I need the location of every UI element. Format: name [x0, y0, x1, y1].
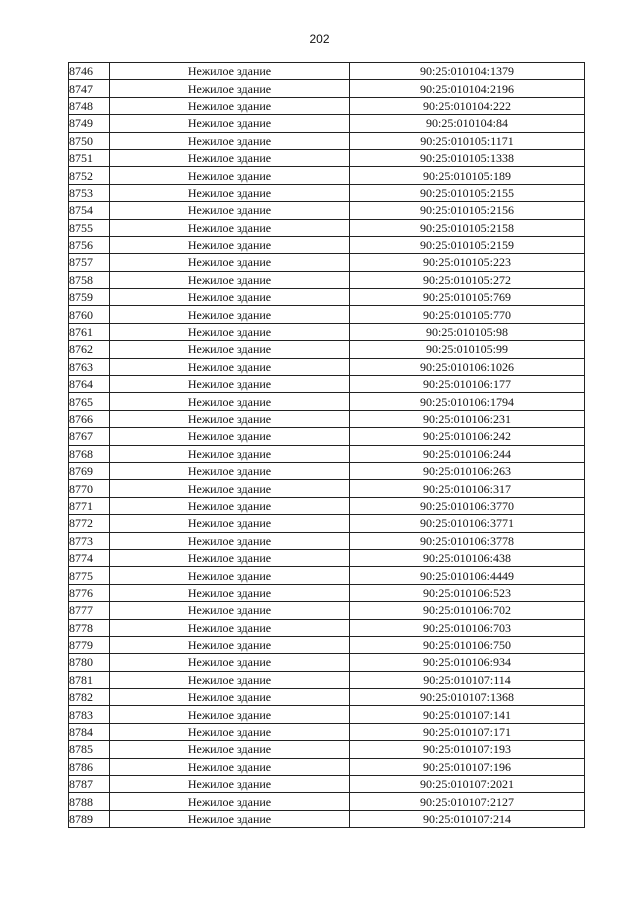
cadastral-number: 90:25:010106:438: [350, 549, 585, 566]
table-row: [69, 567, 585, 584]
cadastral-number: 90:25:010106:523: [350, 584, 585, 601]
table-row: [69, 358, 585, 375]
cadastral-number: 90:25:010105:2158: [350, 219, 585, 236]
object-type: Нежилое здание: [110, 393, 350, 410]
row-number: 8789: [69, 810, 110, 827]
row-number: 8750: [69, 132, 110, 149]
object-type: Нежилое здание: [110, 480, 350, 497]
row-number: 8746: [69, 63, 110, 80]
object-type: Нежилое здание: [110, 602, 350, 619]
object-type: Нежилое здание: [110, 549, 350, 566]
table-row: [69, 723, 585, 740]
row-number: 8760: [69, 306, 110, 323]
table-row: [69, 341, 585, 358]
cadastral-number: 90:25:010106:177: [350, 376, 585, 393]
table-row: [69, 428, 585, 445]
row-number: 8765: [69, 393, 110, 410]
object-type: Нежилое здание: [110, 97, 350, 114]
table-row: [69, 793, 585, 810]
row-number: 8773: [69, 532, 110, 549]
object-type: Нежилое здание: [110, 636, 350, 653]
cadastral-number: 90:25:010105:1338: [350, 149, 585, 166]
table-row: [69, 654, 585, 671]
cadastral-number: 90:25:010105:272: [350, 271, 585, 288]
table-row: [69, 532, 585, 549]
row-number: 8754: [69, 202, 110, 219]
object-type: Нежилое здание: [110, 532, 350, 549]
row-number: 8777: [69, 602, 110, 619]
row-number: 8759: [69, 289, 110, 306]
table-row: [69, 515, 585, 532]
table-row: [69, 219, 585, 236]
cadastral-number: 90:25:010107:114: [350, 671, 585, 688]
cadastral-number: 90:25:010106:3778: [350, 532, 585, 549]
row-number: 8774: [69, 549, 110, 566]
object-type: Нежилое здание: [110, 619, 350, 636]
cadastral-number: 90:25:010107:171: [350, 723, 585, 740]
table-row: [69, 776, 585, 793]
object-type: Нежилое здание: [110, 689, 350, 706]
cadastral-number: 90:25:010106:263: [350, 462, 585, 479]
table-row: [69, 236, 585, 253]
table-row: [69, 97, 585, 114]
cadastral-number: 90:25:010105:98: [350, 323, 585, 340]
object-type: Нежилое здание: [110, 741, 350, 758]
row-number: 8752: [69, 167, 110, 184]
row-number: 8749: [69, 115, 110, 132]
cadastral-number: 90:25:010105:189: [350, 167, 585, 184]
object-type: Нежилое здание: [110, 758, 350, 775]
table-row: [69, 393, 585, 410]
cadastral-number: 90:25:010104:222: [350, 97, 585, 114]
object-type: Нежилое здание: [110, 462, 350, 479]
cadastral-number: 90:25:010104:84: [350, 115, 585, 132]
cadastral-number: 90:25:010107:2127: [350, 793, 585, 810]
cadastral-number: 90:25:010107:193: [350, 741, 585, 758]
cadastral-number: 90:25:010106:750: [350, 636, 585, 653]
cadastral-number: 90:25:010105:2159: [350, 236, 585, 253]
row-number: 8776: [69, 584, 110, 601]
table-row: [69, 376, 585, 393]
row-number: 8784: [69, 723, 110, 740]
cadastral-number: 90:25:010107:141: [350, 706, 585, 723]
cadastral-number: 90:25:010106:4449: [350, 567, 585, 584]
object-type: Нежилое здание: [110, 63, 350, 80]
row-number: 8766: [69, 410, 110, 427]
cadastral-number: 90:25:010105:2155: [350, 184, 585, 201]
row-number: 8778: [69, 619, 110, 636]
object-type: Нежилое здание: [110, 202, 350, 219]
row-number: 8764: [69, 376, 110, 393]
table-row: [69, 445, 585, 462]
object-type: Нежилое здание: [110, 723, 350, 740]
row-number: 8771: [69, 497, 110, 514]
table-row: [69, 184, 585, 201]
object-type: Нежилое здание: [110, 497, 350, 514]
object-type: Нежилое здание: [110, 567, 350, 584]
cadastral-number: 90:25:010104:1379: [350, 63, 585, 80]
table-row: [69, 306, 585, 323]
cadastral-number: 90:25:010107:1368: [350, 689, 585, 706]
table-row: [69, 497, 585, 514]
table-row: [69, 132, 585, 149]
row-number: 8788: [69, 793, 110, 810]
row-number: 8756: [69, 236, 110, 253]
row-number: 8772: [69, 515, 110, 532]
table-row: [69, 271, 585, 288]
object-type: Нежилое здание: [110, 115, 350, 132]
object-type: Нежилое здание: [110, 706, 350, 723]
row-number: 8758: [69, 271, 110, 288]
row-number: 8779: [69, 636, 110, 653]
cadastral-number: 90:25:010106:1026: [350, 358, 585, 375]
table-row: [69, 602, 585, 619]
cadastral-number: 90:25:010106:702: [350, 602, 585, 619]
cadastral-number: 90:25:010106:3771: [350, 515, 585, 532]
table-row: [69, 619, 585, 636]
row-number: 8747: [69, 80, 110, 97]
cadastral-number: 90:25:010105:2156: [350, 202, 585, 219]
row-number: 8775: [69, 567, 110, 584]
object-type: Нежилое здание: [110, 306, 350, 323]
object-type: Нежилое здание: [110, 793, 350, 810]
object-type: Нежилое здание: [110, 358, 350, 375]
object-type: Нежилое здание: [110, 776, 350, 793]
table-row: [69, 289, 585, 306]
cadastral-number: 90:25:010106:244: [350, 445, 585, 462]
table-row: [69, 462, 585, 479]
row-number: 8782: [69, 689, 110, 706]
row-number: 8786: [69, 758, 110, 775]
row-number: 8751: [69, 149, 110, 166]
row-number: 8763: [69, 358, 110, 375]
object-type: Нежилое здание: [110, 376, 350, 393]
object-type: Нежилое здание: [110, 289, 350, 306]
row-number: 8748: [69, 97, 110, 114]
object-type: Нежилое здание: [110, 445, 350, 462]
object-type: Нежилое здание: [110, 236, 350, 253]
page-number: 202: [309, 32, 330, 46]
object-type: Нежилое здание: [110, 271, 350, 288]
object-type: Нежилое здание: [110, 167, 350, 184]
object-type: Нежилое здание: [110, 184, 350, 201]
table-row: [69, 115, 585, 132]
table-row: [69, 167, 585, 184]
object-type: Нежилое здание: [110, 671, 350, 688]
table-row: [69, 810, 585, 827]
table-row: [69, 549, 585, 566]
row-number: 8787: [69, 776, 110, 793]
object-type: Нежилое здание: [110, 584, 350, 601]
object-type: Нежилое здание: [110, 219, 350, 236]
cadastral-number: 90:25:010105:99: [350, 341, 585, 358]
cadastral-number: 90:25:010105:223: [350, 254, 585, 271]
table-row: [69, 741, 585, 758]
row-number: 8767: [69, 428, 110, 445]
table-row: [69, 584, 585, 601]
cadastral-number: 90:25:010106:703: [350, 619, 585, 636]
row-number: 8753: [69, 184, 110, 201]
cadastral-number: 90:25:010106:317: [350, 480, 585, 497]
row-number: 8762: [69, 341, 110, 358]
row-number: 8769: [69, 462, 110, 479]
table-row: [69, 202, 585, 219]
table-row: [69, 149, 585, 166]
row-number: 8757: [69, 254, 110, 271]
cadastral-number: 90:25:010106:242: [350, 428, 585, 445]
property-table-body: [69, 63, 585, 828]
table-row: [69, 689, 585, 706]
cadastral-number: 90:25:010107:2021: [350, 776, 585, 793]
cadastral-number: 90:25:010106:1794: [350, 393, 585, 410]
row-number: 8755: [69, 219, 110, 236]
object-type: Нежилое здание: [110, 341, 350, 358]
row-number: 8768: [69, 445, 110, 462]
table-row: [69, 254, 585, 271]
row-number: 8780: [69, 654, 110, 671]
cadastral-number: 90:25:010105:1171: [350, 132, 585, 149]
cadastral-number: 90:25:010105:769: [350, 289, 585, 306]
table-row: [69, 706, 585, 723]
object-type: Нежилое здание: [110, 428, 350, 445]
cadastral-number: 90:25:010106:231: [350, 410, 585, 427]
object-type: Нежилое здание: [110, 410, 350, 427]
cadastral-number: 90:25:010107:196: [350, 758, 585, 775]
table-row: [69, 671, 585, 688]
table-row: [69, 636, 585, 653]
table-row: [69, 63, 585, 80]
object-type: Нежилое здание: [110, 132, 350, 149]
table-row: [69, 758, 585, 775]
object-type: Нежилое здание: [110, 254, 350, 271]
cadastral-number: 90:25:010106:934: [350, 654, 585, 671]
object-type: Нежилое здание: [110, 323, 350, 340]
property-table: [68, 62, 585, 828]
row-number: 8785: [69, 741, 110, 758]
object-type: Нежилое здание: [110, 654, 350, 671]
cadastral-number: 90:25:010106:3770: [350, 497, 585, 514]
row-number: 8770: [69, 480, 110, 497]
object-type: Нежилое здание: [110, 149, 350, 166]
row-number: 8783: [69, 706, 110, 723]
cadastral-number: 90:25:010105:770: [350, 306, 585, 323]
cadastral-number: 90:25:010104:2196: [350, 80, 585, 97]
row-number: 8761: [69, 323, 110, 340]
object-type: Нежилое здание: [110, 810, 350, 827]
cadastral-number: 90:25:010107:214: [350, 810, 585, 827]
table-row: [69, 480, 585, 497]
table-row: [69, 80, 585, 97]
table-row: [69, 410, 585, 427]
object-type: Нежилое здание: [110, 515, 350, 532]
table-row: [69, 323, 585, 340]
object-type: Нежилое здание: [110, 80, 350, 97]
row-number: 8781: [69, 671, 110, 688]
